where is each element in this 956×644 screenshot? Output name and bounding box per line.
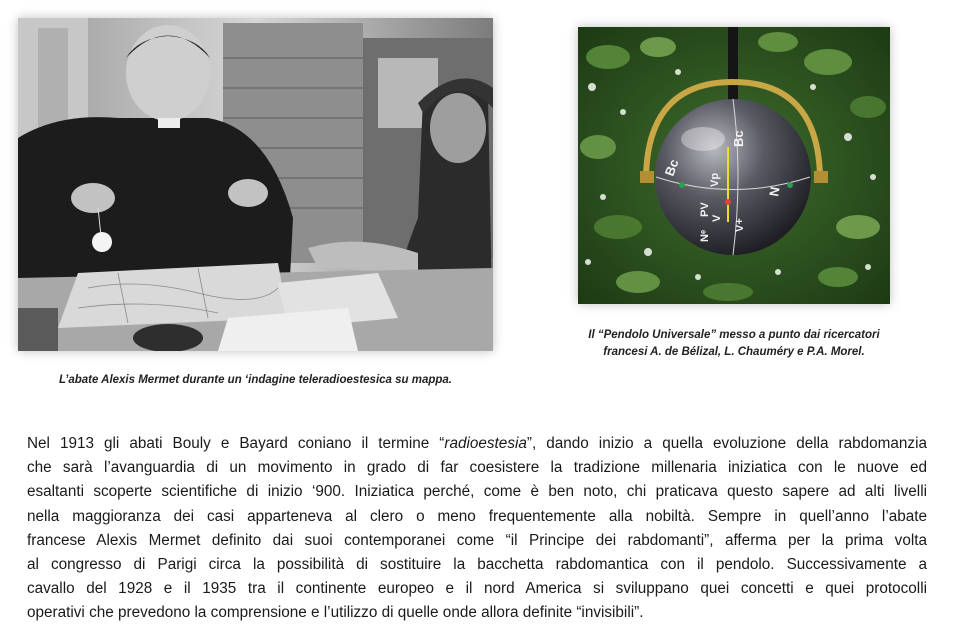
sphere-mark-bc-2: Bc <box>731 130 746 147</box>
body-paragraph <box>27 432 927 626</box>
line-1-part-c: ”, dando inizio a quella evoluzione della rabdomanzia <box>526 435 927 452</box>
paragraph-line-7: cavallo del 1928 e il 1935 tra il continente europeo e il nord America si sviluppano quei concetti e quei protocolli <box>27 580 927 598</box>
bw-photo-priest-dowsing-over-map <box>18 18 493 351</box>
sphere-mark-ne: Nᵉ <box>699 229 711 242</box>
paragraph-line-1 <box>27 432 927 456</box>
line-1-part-a: Nel 1913 gli abati Bouly e Bayard coniano il termine “ <box>27 435 445 452</box>
pendulum-photo <box>578 27 890 304</box>
mermet-photo <box>18 18 493 351</box>
paragraph-line-5: francese Alexis Mermet definito dai suoi contemporanei come “il Principe dei rabdomanti”, afferma per la prima volta <box>27 531 927 549</box>
color-photo-pendulum-sphere <box>578 27 890 304</box>
right-caption-line-1: Il “Pendolo Universale” messo a punto dai ricercatori <box>588 329 880 341</box>
paragraph-line-2: che sarà l’avanguardia di un movimento in grado di far coesistere la tradizione millenaria iniziatica con le nuove ed <box>27 459 927 477</box>
right-photo-caption <box>548 327 920 361</box>
radioestesia-term: radioestesia <box>444 435 527 452</box>
sphere-mark-bc-1: Bc <box>661 157 682 179</box>
sphere-mark-vp: Vp <box>709 172 721 187</box>
left-photo-caption: L’abate Alexis Mermet durante un ‘indagine teleradioestesica su mappa. <box>58 374 453 386</box>
paragraph-line-4: nella maggioranza dei casi apparteneva al clero o meno frequentemente alla nobiltà. Sempre in quell’anno l’abate <box>27 507 927 525</box>
sphere-mark-n: N <box>766 185 783 198</box>
paragraph-line-3: esaltanti scoperte scientifiche di inizio ‘900. Iniziatica perché, come è ben noto, chi praticava questo sapere ad alti livelli <box>27 483 927 501</box>
sphere-mark-v: V <box>711 214 723 222</box>
sphere-mark-vplus: V+ <box>734 218 746 232</box>
paragraph-line-8: operativi che prevedono la comprensione e l’utilizzo di quelle onde allora definite “invisibili”. <box>27 604 644 622</box>
right-caption-line-2: francesi A. de Bélizal, L. Chauméry e P.A. Morel. <box>603 346 865 358</box>
sphere-mark-pv: PV <box>699 202 711 217</box>
paragraph-line-6: al congresso di Parigi circa la possibilità di sostituire la bacchetta rabdomantica con il pendolo. Successivamente a <box>27 556 927 574</box>
